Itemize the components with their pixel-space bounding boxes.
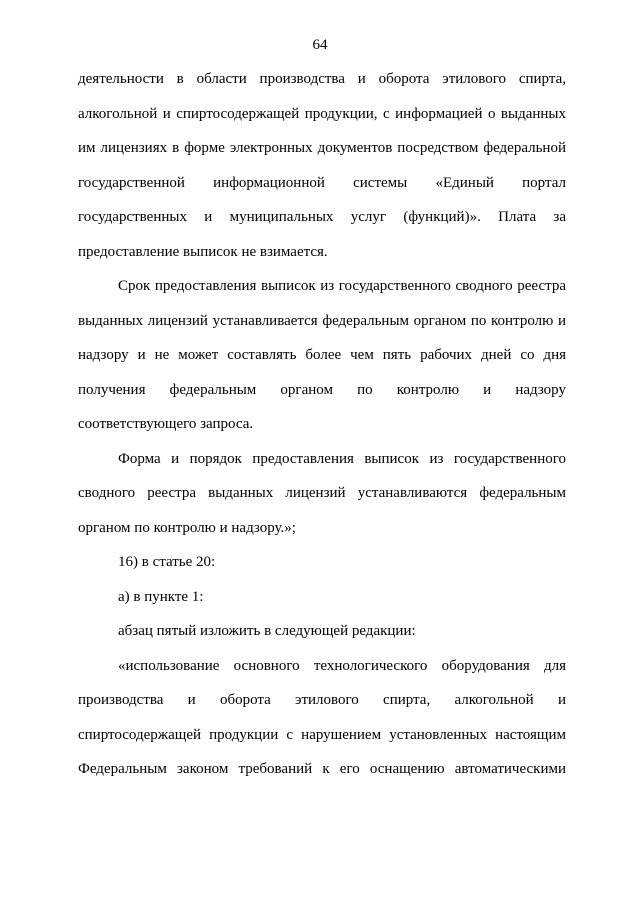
text-line: предоставление выписок не взимается. — [78, 243, 328, 260]
page-number: 64 — [312, 37, 328, 53]
text-line: сводного реестра выданных лицензий устанавливаются федеральным — [78, 485, 566, 501]
text-line: выданных лицензий устанавливается федеральным органом по контролю и — [78, 312, 566, 329]
text-line: 16) в статье 20: — [118, 554, 216, 570]
text-line: Срок предоставления выписок из государственного сводного реестра — [118, 278, 566, 294]
text-line: производства и оборота этилового спирта, алкогольной и — [78, 692, 566, 708]
text-line: Федеральным законом требований к его оснащению автоматическими — [78, 761, 566, 777]
text-line: получения федеральным органом по контролю и надзору — [78, 381, 566, 398]
text-line: «использование основного технологического оборудования для — [118, 657, 566, 674]
text-line: абзац пятый изложить в следующей редакции: — [118, 623, 416, 639]
text-line: Форма и порядок предоставления выписок из государственного — [118, 450, 566, 467]
text-line: государственных и муниципальных услуг (функций)». Плата за — [78, 209, 566, 225]
text-line: органом по контролю и надзору.»; — [78, 519, 296, 536]
text-line: соответствующего запроса. — [78, 416, 254, 432]
text-line: им лицензиях в форме электронных документов посредством федеральной — [78, 140, 566, 156]
text-line: а) в пункте 1: — [118, 588, 204, 605]
text-line: спиртосодержащей продукции с нарушением установленных настоящим — [78, 726, 566, 743]
text-line: государственной информационной системы «Единый портал — [78, 174, 566, 191]
text-line: алкогольной и спиртосодержащей продукции, с информацией о выданных — [78, 105, 566, 122]
text-line: деятельности в области производства и оборота этилового спирта, — [78, 71, 566, 87]
text-line: надзору и не может составлять более чем пять рабочих дней со дня — [78, 347, 566, 363]
document-body — [78, 62, 566, 787]
